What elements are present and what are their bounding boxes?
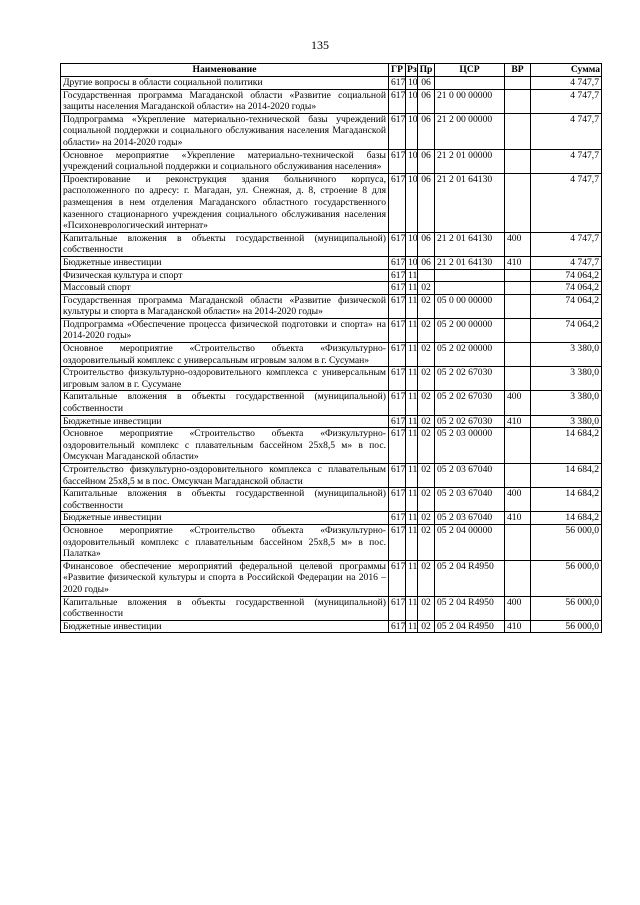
table-row	[61, 89, 602, 113]
cell-name: Государственная программа Магаданской области «Развитие социальной защиты населения Магаданской области» на 2014-2020 годы»	[61, 89, 389, 113]
cell-vr: 410	[505, 512, 531, 525]
cell-csr: 05 2 04 R4950	[435, 560, 505, 596]
page-number: 135	[311, 38, 329, 52]
table-row	[61, 256, 602, 269]
cell-vr	[505, 89, 531, 113]
cell-rz: 10	[406, 113, 418, 149]
cell-name: Капитальные вложения в объекты государственной (муниципальной) собственности	[61, 488, 389, 512]
cell-csr: 05 2 02 00000	[435, 343, 505, 367]
table-row	[61, 367, 602, 391]
cell-rz: 11	[406, 294, 418, 318]
cell-rz: 11	[406, 343, 418, 367]
table-row	[61, 294, 602, 318]
cell-vr	[505, 149, 531, 173]
cell-sum: 3 380,0	[531, 367, 602, 391]
cell-vr: 410	[505, 620, 531, 633]
cell-rz: 11	[406, 524, 418, 560]
cell-rz: 10	[406, 232, 418, 256]
header-rz: Рз	[407, 64, 417, 75]
cell-pr: 02	[418, 596, 435, 620]
table-row	[61, 524, 602, 560]
cell-sum: 56 000,0	[531, 596, 602, 620]
header-sum: Сумма	[531, 64, 602, 77]
budget-table	[60, 63, 602, 633]
cell-csr: 05 2 02 67030	[435, 367, 505, 391]
cell-pr: 02	[418, 367, 435, 391]
cell-sum: 74 064,2	[531, 269, 602, 282]
table-row	[61, 173, 602, 232]
cell-vr	[505, 318, 531, 342]
cell-sum: 56 000,0	[531, 620, 602, 633]
cell-pr: 02	[418, 560, 435, 596]
cell-gr: 617	[389, 282, 406, 295]
cell-sum: 14 684,2	[531, 488, 602, 512]
cell-rz: 11	[406, 428, 418, 464]
cell-sum: 14 684,2	[531, 428, 602, 464]
cell-pr: 02	[418, 391, 435, 415]
cell-csr: 05 2 04 R4950	[435, 620, 505, 633]
cell-name: Капитальные вложения в объекты государственной (муниципальной) собственности	[61, 596, 389, 620]
table-row	[61, 113, 602, 149]
cell-sum: 4 747,7	[531, 149, 602, 173]
cell-vr	[505, 367, 531, 391]
cell-vr	[505, 269, 531, 282]
cell-csr: 05 2 03 67040	[435, 512, 505, 525]
table-row	[61, 343, 602, 367]
cell-sum: 4 747,7	[531, 89, 602, 113]
cell-rz: 11	[406, 488, 418, 512]
cell-gr: 617	[389, 620, 406, 633]
cell-pr: 06	[418, 89, 435, 113]
header-csr: ЦСР	[435, 64, 505, 77]
cell-gr: 617	[389, 596, 406, 620]
cell-gr: 617	[389, 391, 406, 415]
cell-pr: 06	[418, 232, 435, 256]
cell-gr: 617	[389, 488, 406, 512]
cell-vr	[505, 464, 531, 488]
cell-pr: 02	[418, 620, 435, 633]
cell-csr: 05 0 00 00000	[435, 294, 505, 318]
cell-vr	[505, 77, 531, 90]
table-row	[61, 488, 602, 512]
cell-name: Строительство физкультурно-оздоровительного комплекса с плавательным бассейном 25х8,5 м в пос. Омсукчан Магаданской области	[61, 464, 389, 488]
header-gr: ГР	[389, 64, 406, 77]
cell-name: Основное мероприятие «Строительство объекта «Физкультурно-оздоровительный комплекс с универсальным игровым залом в г. Сусуман»	[61, 343, 389, 367]
cell-pr: 02	[418, 428, 435, 464]
cell-name: Капитальные вложения в объекты государственной (муниципальной) собственности	[61, 391, 389, 415]
cell-rz: 10	[406, 173, 418, 232]
cell-csr: 05 2 03 00000	[435, 428, 505, 464]
table-row	[61, 428, 602, 464]
cell-vr: 410	[505, 256, 531, 269]
cell-pr: 02	[418, 512, 435, 525]
table-body	[61, 77, 602, 633]
cell-gr: 617	[389, 318, 406, 342]
cell-name: Подпрограмма «Укрепление материально-технической базы учреждений социальной поддержки и социального обслуживания населения Магаданской области» на 2014-2020 годы»	[61, 113, 389, 149]
cell-csr: 05 2 03 67040	[435, 464, 505, 488]
cell-rz: 11	[406, 391, 418, 415]
cell-pr: 02	[418, 282, 435, 295]
cell-name: Физическая культура и спорт	[61, 269, 389, 282]
cell-rz: 10	[406, 77, 418, 90]
cell-pr: 06	[418, 256, 435, 269]
cell-rz: 11	[406, 269, 418, 282]
cell-gr: 617	[389, 415, 406, 428]
cell-vr	[505, 113, 531, 149]
cell-name: Основное мероприятие «Укрепление материально-технической базы учреждений социальной поддержки и социального обслуживания населения»	[61, 149, 389, 173]
cell-csr: 05 2 03 67040	[435, 488, 505, 512]
table-row	[61, 269, 602, 282]
cell-gr: 617	[389, 464, 406, 488]
cell-name: Государственная программа Магаданской области «Развитие физической культуры и спорта в Магаданской области» на 2014-2020 годы»	[61, 294, 389, 318]
cell-sum: 74 064,2	[531, 282, 602, 295]
cell-sum: 56 000,0	[531, 560, 602, 596]
cell-vr	[505, 173, 531, 232]
cell-sum: 14 684,2	[531, 512, 602, 525]
cell-pr: 06	[418, 173, 435, 232]
cell-pr: 02	[418, 343, 435, 367]
cell-pr: 06	[418, 77, 435, 90]
cell-pr: 06	[418, 149, 435, 173]
cell-pr	[418, 269, 435, 282]
cell-name: Проектирование и реконструкция здания больничного корпуса, расположенного по адресу: г. Магадан, ул. Снежная, д. 8, строение 8 для размещения в нем отделения Магаданского областного государственного казенного стационарного учреждения социального обслуживания населения «Психоневрологический интернат»	[61, 173, 389, 232]
cell-vr: 400	[505, 232, 531, 256]
cell-name: Бюджетные инвестиции	[61, 415, 389, 428]
cell-csr	[435, 77, 505, 90]
header-vr: ВР	[505, 64, 531, 77]
cell-vr	[505, 524, 531, 560]
cell-vr	[505, 294, 531, 318]
cell-csr: 05 2 04 R4950	[435, 596, 505, 620]
cell-csr: 05 2 02 67030	[435, 415, 505, 428]
cell-sum: 3 380,0	[531, 343, 602, 367]
cell-name: Строительство физкультурно-оздоровительного комплекса с универсальным игровым залом в г. Сусумане	[61, 367, 389, 391]
cell-sum: 56 000,0	[531, 524, 602, 560]
cell-sum: 4 747,7	[531, 256, 602, 269]
table-row	[61, 512, 602, 525]
cell-gr: 617	[389, 77, 406, 90]
cell-gr: 617	[389, 89, 406, 113]
table-row	[61, 318, 602, 342]
cell-name: Капитальные вложения в объекты государственной (муниципальной) собственности	[61, 232, 389, 256]
cell-rz: 11	[406, 367, 418, 391]
table-row	[61, 596, 602, 620]
cell-name: Массовый спорт	[61, 282, 389, 295]
table-row	[61, 415, 602, 428]
cell-rz: 11	[406, 596, 418, 620]
cell-pr: 02	[418, 415, 435, 428]
cell-sum: 4 747,7	[531, 232, 602, 256]
cell-sum: 3 380,0	[531, 391, 602, 415]
cell-vr	[505, 343, 531, 367]
cell-pr: 02	[418, 524, 435, 560]
table-row	[61, 282, 602, 295]
table-row	[61, 464, 602, 488]
cell-rz: 10	[406, 149, 418, 173]
cell-csr: 21 2 00 00000	[435, 113, 505, 149]
cell-gr: 617	[389, 256, 406, 269]
cell-name: Другие вопросы в области социальной политики	[61, 77, 389, 90]
cell-csr: 21 2 01 64130	[435, 256, 505, 269]
cell-vr	[505, 428, 531, 464]
table-row	[61, 560, 602, 596]
cell-sum: 4 747,7	[531, 77, 602, 90]
cell-vr: 400	[505, 488, 531, 512]
cell-name: Основное мероприятие «Строительство объекта «Физкультурно-оздоровительный комплекс с плавательным бассейном 25х8,5 м» в пос. Омсукчан Магаданской области»	[61, 428, 389, 464]
cell-csr: 05 2 04 00000	[435, 524, 505, 560]
cell-sum: 4 747,7	[531, 173, 602, 232]
cell-vr	[505, 282, 531, 295]
cell-pr: 02	[418, 464, 435, 488]
cell-rz: 11	[406, 318, 418, 342]
cell-gr: 617	[389, 173, 406, 232]
cell-gr: 617	[389, 232, 406, 256]
cell-csr: 05 2 02 67030	[435, 391, 505, 415]
cell-rz: 11	[406, 560, 418, 596]
cell-pr: 02	[418, 294, 435, 318]
header-name: Наименование	[61, 64, 389, 77]
cell-gr: 617	[389, 512, 406, 525]
cell-csr: 05 2 00 00000	[435, 318, 505, 342]
cell-sum: 4 747,7	[531, 113, 602, 149]
cell-name: Бюджетные инвестиции	[61, 620, 389, 633]
cell-csr: 21 2 01 64130	[435, 232, 505, 256]
cell-name: Основное мероприятие «Строительство объекта «Физкультурно-оздоровительный комплекс с плавательным бассейном 25х8,5 м» в пос. Палатка»	[61, 524, 389, 560]
cell-rz: 11	[406, 512, 418, 525]
cell-rz: 11	[406, 620, 418, 633]
cell-csr: 21 2 01 00000	[435, 149, 505, 173]
table-header-row	[61, 64, 602, 77]
cell-csr: 21 2 01 64130	[435, 173, 505, 232]
table-row	[61, 77, 602, 90]
table-row	[61, 391, 602, 415]
cell-vr: 400	[505, 391, 531, 415]
cell-gr: 617	[389, 149, 406, 173]
cell-gr: 617	[389, 367, 406, 391]
cell-pr: 02	[418, 488, 435, 512]
cell-rz: 10	[406, 256, 418, 269]
cell-csr: 21 0 00 00000	[435, 89, 505, 113]
cell-name: Подпрограмма «Обеспечение процесса физической подготовки и спорта» на 2014-2020 годы»	[61, 318, 389, 342]
cell-gr: 617	[389, 294, 406, 318]
cell-gr: 617	[389, 524, 406, 560]
cell-sum: 74 064,2	[531, 294, 602, 318]
cell-name: Бюджетные инвестиции	[61, 256, 389, 269]
cell-gr: 617	[389, 428, 406, 464]
cell-vr	[505, 560, 531, 596]
cell-name: Бюджетные инвестиции	[61, 512, 389, 525]
cell-rz: 11	[406, 282, 418, 295]
cell-gr: 617	[389, 560, 406, 596]
table-row	[61, 232, 602, 256]
cell-name: Финансовое обеспечение мероприятий федеральной целевой программы «Развитие физической культуры и спорта в Российской Федерации на 2016 – 2020 годы»	[61, 560, 389, 596]
table-row	[61, 620, 602, 633]
cell-sum: 14 684,2	[531, 464, 602, 488]
cell-sum: 74 064,2	[531, 318, 602, 342]
cell-csr	[435, 269, 505, 282]
cell-gr: 617	[389, 269, 406, 282]
cell-pr: 02	[418, 318, 435, 342]
cell-gr: 617	[389, 343, 406, 367]
table-row	[61, 149, 602, 173]
cell-gr: 617	[389, 113, 406, 149]
header-pr: Пр	[418, 64, 435, 77]
cell-rz: 11	[406, 464, 418, 488]
cell-pr: 06	[418, 113, 435, 149]
cell-vr: 400	[505, 596, 531, 620]
cell-sum: 3 380,0	[531, 415, 602, 428]
cell-rz: 11	[406, 415, 418, 428]
cell-vr: 410	[505, 415, 531, 428]
cell-csr	[435, 282, 505, 295]
cell-rz: 10	[406, 89, 418, 113]
